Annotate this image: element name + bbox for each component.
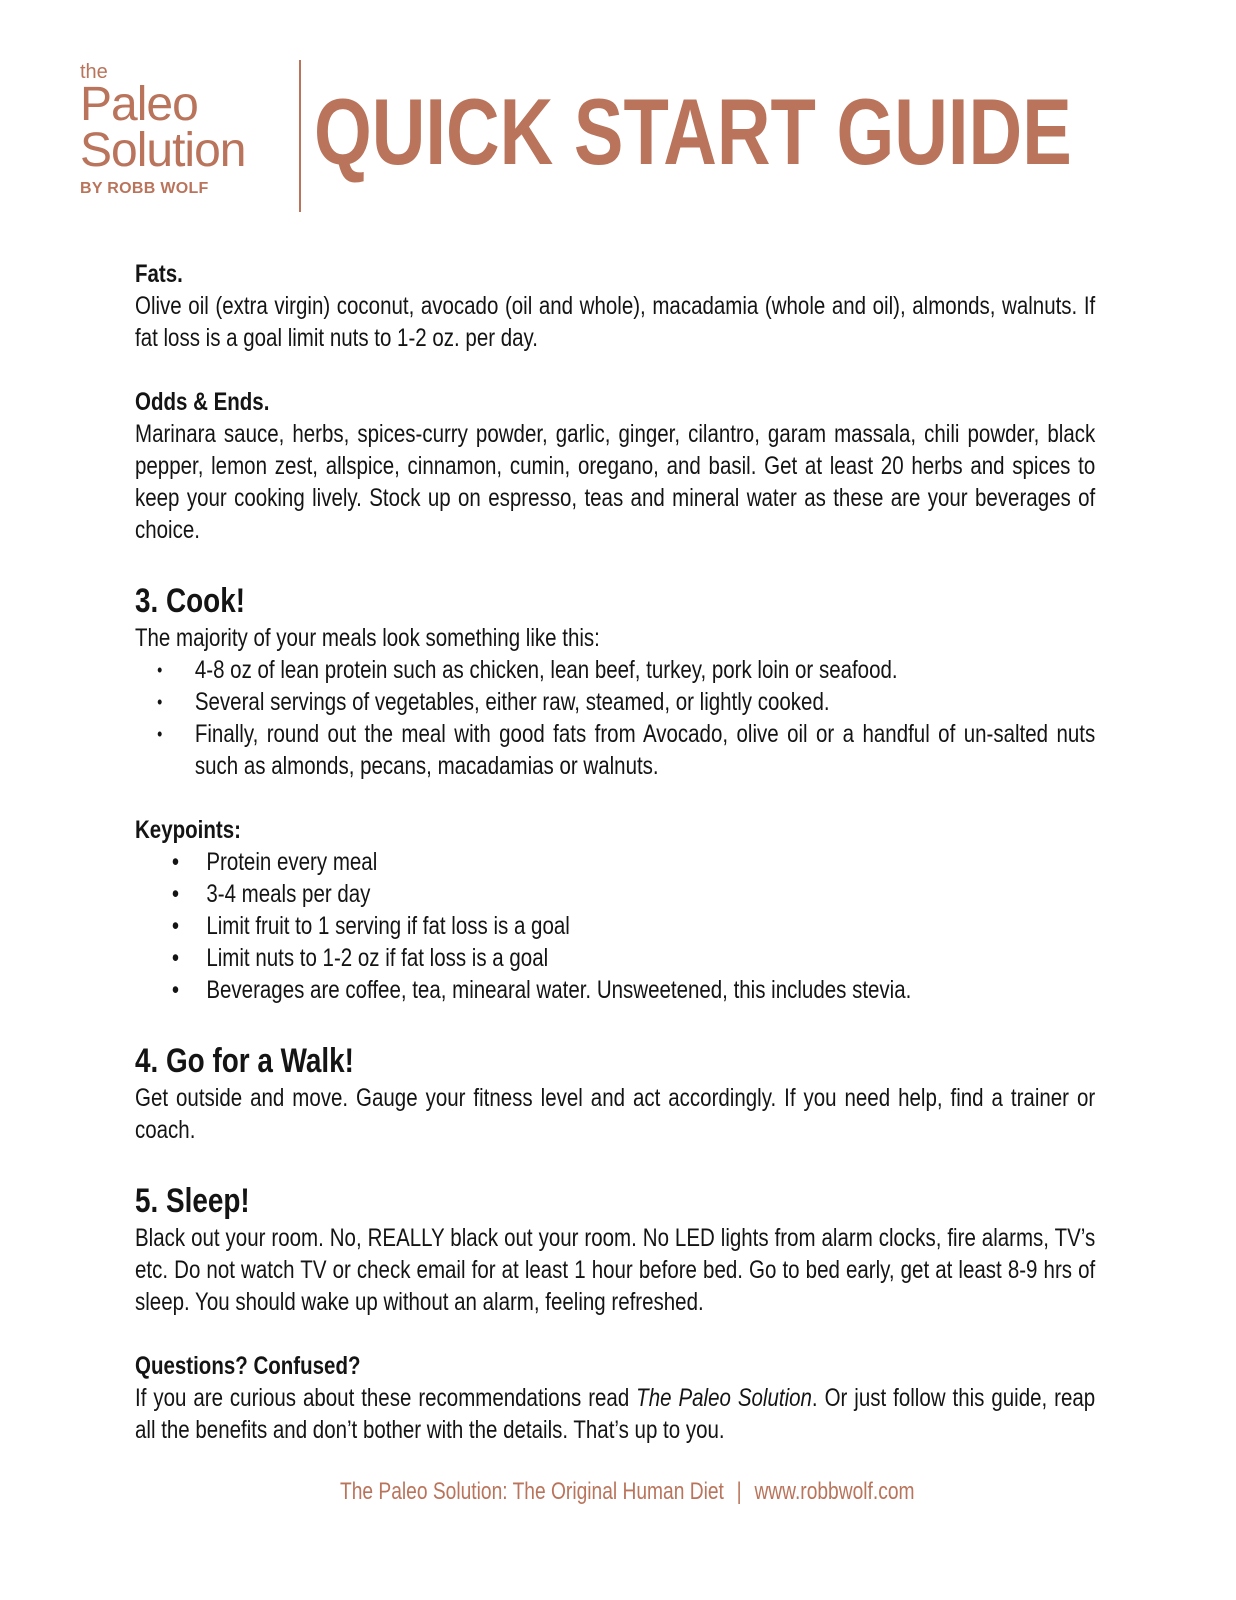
list-item: • Limit nuts to 1-2 oz if fat loss is a goal (171, 944, 549, 972)
questions-text: If you are curious about these recommendations read The Paleo Solution. Or just follow this guide, reap all the benefits and don’t bother with the details. That’s up to you. (135, 1384, 1096, 1444)
book-title: The Paleo Solution (636, 1384, 812, 1412)
footer-separator: | (736, 1478, 742, 1505)
logo-paleo: Paleo (80, 78, 198, 131)
walk-text: Get outside and move. Gauge your fitness level and act accordingly. If you need help, find a trainer or coach. (135, 1084, 1096, 1144)
list-item: • 4-8 oz of lean protein such as chicken, lean beef, turkey, pork loin or seafood. (157, 656, 898, 684)
list-item: • Finally, round out the meal with good fats from Avocado, olive oil or a handful of un-salted nuts such as almonds, pecans, macadamias or walnuts. (157, 720, 1096, 780)
footer-website[interactable]: www.robbwolf.com (754, 1478, 915, 1505)
page-title: QUICK START GUIDE (314, 79, 1072, 184)
footer-title: The Paleo Solution: The Original Human Diet (340, 1478, 724, 1505)
list-item: • 3-4 meals per day (171, 880, 371, 908)
list-item: • Limit fruit to 1 serving if fat loss is a goal (171, 912, 570, 940)
walk-heading: 4. Go for a Walk! (135, 1042, 354, 1080)
odds-heading: Odds & Ends. (135, 388, 270, 416)
sleep-heading: 5. Sleep! (135, 1182, 250, 1220)
questions-heading: Questions? Confused? (135, 1352, 361, 1380)
cook-intro: The majority of your meals look something like this: (135, 624, 600, 652)
content (135, 258, 1095, 1446)
fats-text: Olive oil (extra virgin) coconut, avocado (oil and whole), macadamia (whole and oil), almonds, walnuts. If fat loss is a goal limit nuts to 1-2 oz. per day. (135, 292, 1096, 352)
sleep-text: Black out your room. No, REALLY black out your room. No LED lights from alarm clocks, fire alarms, TV’s etc. Do not watch TV or check email for at least 1 hour before bed. Go to bed early, get at least 8-9 hrs of sleep. You should wake up without an alarm, feeling refreshed. (135, 1224, 1096, 1316)
keypoints-list (135, 846, 1095, 1006)
odds-text: Marinara sauce, herbs, spices-curry powder, garlic, ginger, cilantro, garam massala, chili powder, black pepper, lemon zest, allspice, cinnamon, cumin, oregano, and basil. Get at least 20 herbs and spices to keep your cooking lively. Stock up on espresso, teas and mineral water as these are your beverages of choice. (135, 420, 1096, 544)
content-column (135, 258, 1095, 1446)
logo-byline: BY ROBB WOLF (80, 180, 209, 197)
list-item: • Protein every meal (171, 848, 378, 876)
fats-heading: Fats. (135, 260, 183, 288)
cook-heading: 3. Cook! (135, 582, 245, 620)
logo (80, 62, 290, 198)
header-divider (299, 60, 301, 212)
keypoints-heading: Keypoints: (135, 816, 241, 844)
logo-the: the (80, 61, 108, 83)
cook-list (135, 654, 1095, 782)
list-item: • Several servings of vegetables, either raw, steamed, or lightly cooked. (157, 688, 830, 716)
logo-solution: Solution (80, 124, 246, 177)
footer (340, 1476, 915, 1508)
list-item: • Beverages are coffee, tea, minearal water. Unsweetened, this includes stevia. (171, 976, 912, 1004)
